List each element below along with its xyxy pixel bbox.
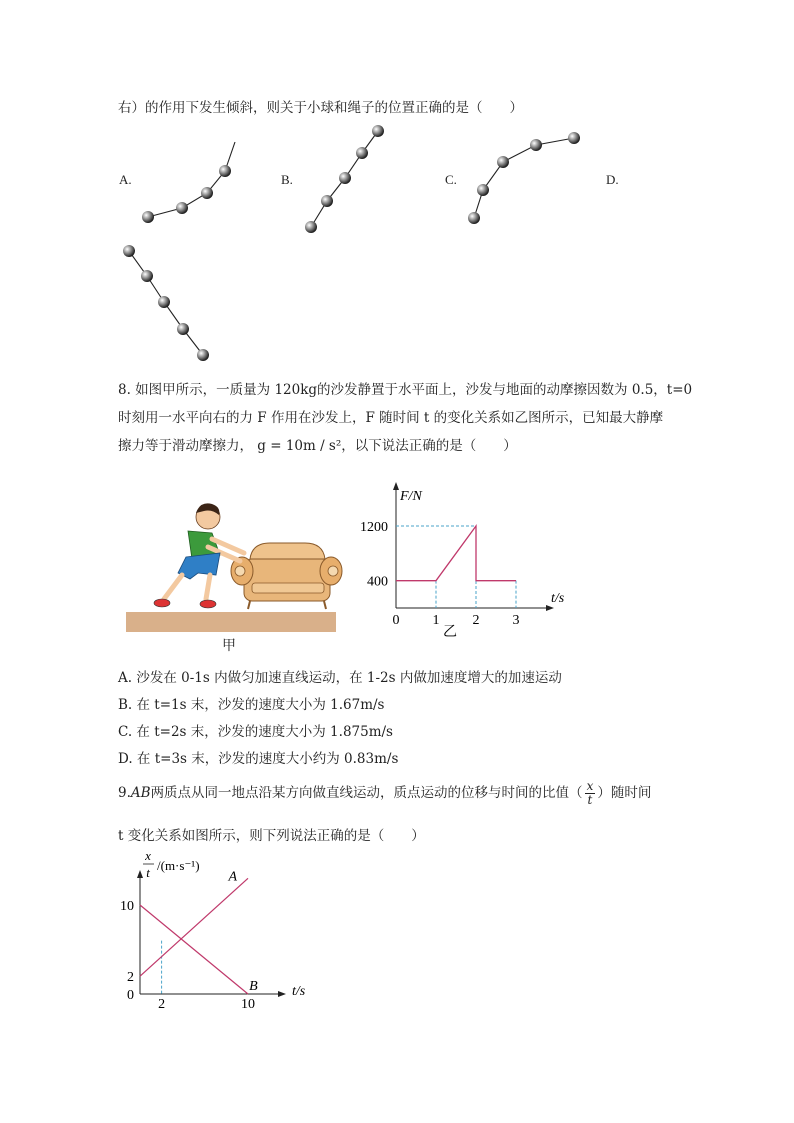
fig-jia-illustration bbox=[120, 495, 350, 620]
q8-option-b: B. 在 t=1s 末，沙发的速度大小为 1.67m/s bbox=[118, 697, 385, 713]
q9-fraction: $\frac{x}{t}$ bbox=[586, 779, 594, 807]
y-axis-label: F/N bbox=[400, 489, 422, 504]
series-A-label: A bbox=[228, 869, 238, 885]
q7-option-d-label: D. bbox=[606, 172, 619, 187]
x-tick-1: 1 bbox=[432, 613, 440, 628]
y-label-num: x bbox=[145, 848, 151, 863]
q8-stem-line3: 擦力等于滑动摩擦力， g = 10m / s²，以下说法正确的是（ ） bbox=[118, 438, 517, 454]
series-B-label: B bbox=[249, 979, 258, 994]
q9-chart bbox=[110, 848, 330, 1012]
series-B-line bbox=[140, 905, 248, 994]
x-tick-0: 0 bbox=[127, 988, 134, 1003]
q9-stem-line2: t 变化关系如图所示，则下列说法正确的是（ ） bbox=[118, 828, 425, 844]
option-b-ball-chain bbox=[305, 125, 384, 233]
option-c-ball-chain bbox=[468, 132, 580, 224]
series-F-line bbox=[396, 526, 516, 581]
q9-stem-line1 bbox=[118, 780, 651, 807]
x-axis-label: t/s bbox=[551, 591, 565, 606]
q9-ab: AB bbox=[130, 785, 151, 801]
option-d-ball-chain bbox=[123, 245, 209, 361]
y-axis-arrow bbox=[137, 870, 143, 878]
y-label-unit: /(m·s⁻¹) bbox=[157, 858, 200, 873]
x-tick-2: 2 bbox=[158, 997, 166, 1012]
x-axis-label: t/s bbox=[292, 984, 306, 999]
q7-option-a-label: A. bbox=[119, 172, 132, 187]
y-tick-400: 400 bbox=[367, 574, 388, 590]
q8-option-a: A. 沙发在 0-1s 内做匀加速直线运动，在 1-2s 内做加速度增大的加速运动 bbox=[118, 670, 562, 686]
x-tick-3: 3 bbox=[512, 613, 520, 628]
series-A-line bbox=[140, 878, 248, 976]
fig-yi-chart bbox=[350, 478, 580, 643]
y-axis-arrow bbox=[393, 482, 399, 490]
fig-jia-caption: 甲 bbox=[222, 638, 236, 654]
y-tick-10: 10 bbox=[120, 899, 134, 914]
q9-line1-end: ）随时间 bbox=[597, 785, 652, 801]
x-axis-arrow bbox=[278, 991, 286, 997]
q7-ball-diagrams bbox=[0, 0, 794, 380]
x-tick-2: 2 bbox=[472, 613, 480, 628]
q7-option-b-label: B. bbox=[281, 172, 293, 187]
option-a-ball-chain bbox=[142, 142, 235, 223]
q7-stem: 右）的作用下发生倾斜，则关于小球和绳子的位置正确的是（ ） bbox=[118, 100, 523, 116]
q8-stem-line1: 8. 如图甲所示，一质量为 120kg的沙发静置于水平面上，沙发与地面的动摩擦因数为 0.5，t=0 bbox=[118, 382, 693, 398]
sofa-illustration bbox=[231, 543, 342, 609]
q8-stem-line2: 时刻用一水平向右的力 F 作用在沙发上，F 随时间 t 的变化关系如乙图所示，已知最大静摩 bbox=[118, 410, 664, 426]
y-label-den: t bbox=[146, 865, 150, 880]
y-tick-1200: 1200 bbox=[360, 520, 388, 535]
q7-option-c-label: C. bbox=[445, 172, 457, 187]
y-tick-2: 2 bbox=[127, 970, 134, 986]
fig-yi-caption: 乙 bbox=[443, 624, 457, 640]
x-tick-0: 0 bbox=[392, 613, 400, 628]
boy-illustration bbox=[154, 503, 244, 608]
x-tick-10: 10 bbox=[241, 997, 255, 1012]
q8-option-c: C. 在 t=2s 末，沙发的速度大小为 1.875m/s bbox=[118, 724, 393, 740]
q9-number: 9. bbox=[118, 785, 131, 801]
q9-line1-text: 两质点从同一地点沿某方向做直线运动，质点运动的位移与时间的比值（ bbox=[150, 785, 583, 801]
q8-option-d: D. 在 t=3s 末，沙发的速度大小约为 0.83m/s bbox=[118, 751, 399, 767]
